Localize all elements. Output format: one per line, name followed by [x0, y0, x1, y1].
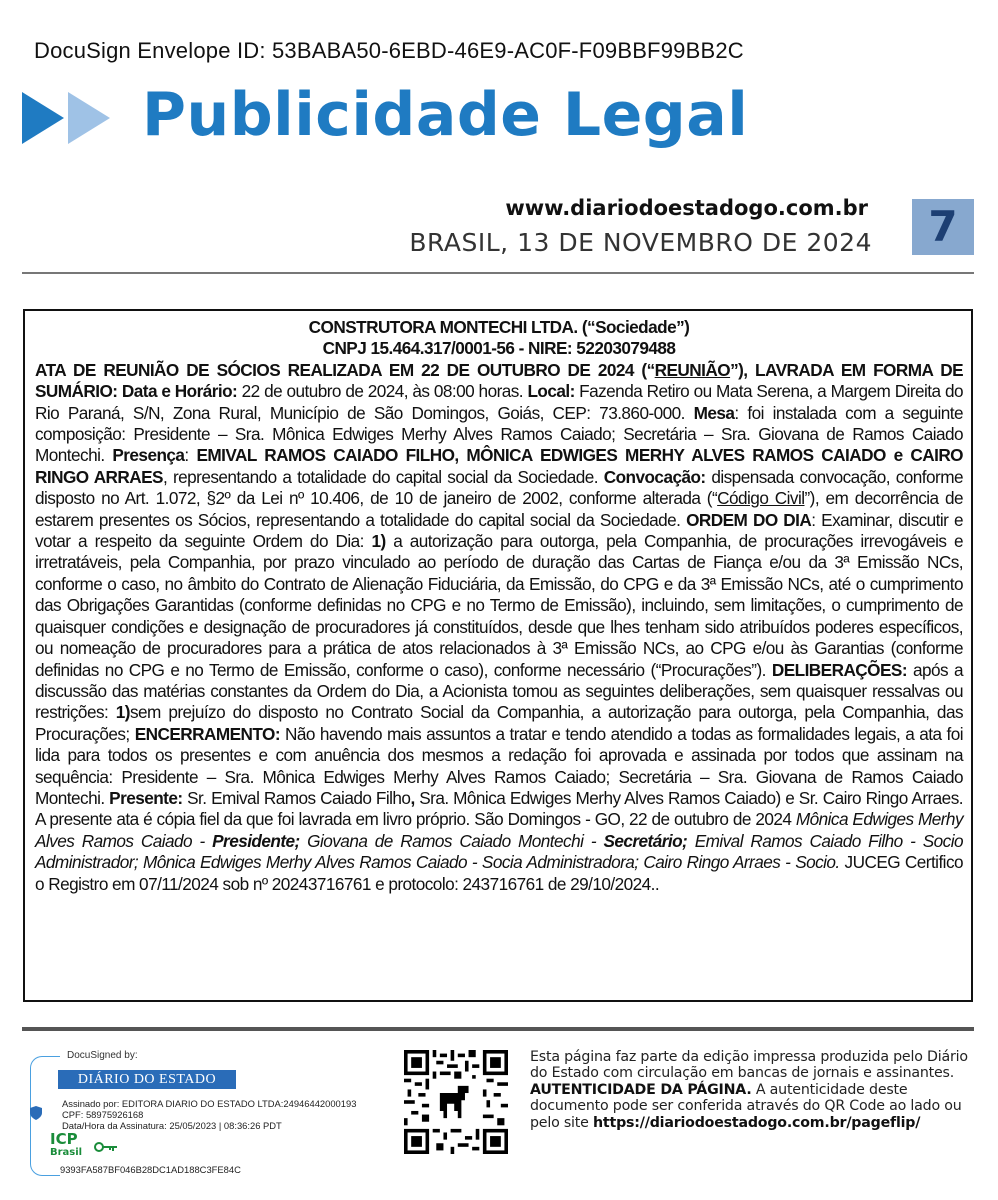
label-call: Convocação: [603, 466, 706, 487]
value-place: Fazenda Retiro ou Mata Serena, a Margem Direita do Rio Paraná, S/N, Zona Rural, Município de São Domingos, Goiás, CEP: 73.860-000. [35, 381, 963, 423]
value-attendance: , representando a totalidade do capital social da Sociedade. [162, 466, 598, 487]
signatories: Mônica Edwiges Merhy Alves Ramos Caiado - Presidente; Giovana de Ramos Caiado Montechi - Secretário; Emival Ramos Caiado Filho - Socio Administrador; Mônica Edwiges Merhy Alves Ramos Caiado - Socia Administradora; Cairo Ringo Arraes - Socio. [35, 809, 964, 873]
authenticity-text: A autenticidade deste documento pode ser conferida através do QR Code ao lado ou pelo site [530, 1081, 962, 1131]
value-board: : foi instalada com a seguinte composição: Presidente – Sra. Mônica Edwiges Merhy Alves Ramos Caiado; Secretária – Sra. Giovana de Ramos Caiado Montechi. [35, 402, 963, 466]
website-url: www.diariodoestadogo.com.br [505, 196, 868, 220]
double-arrow-icon [22, 92, 118, 144]
value-date-time: 22 de outubro de 2024, às 08:00 horas. [241, 381, 524, 402]
docusigned-by-label: DocuSigned by: [64, 1050, 141, 1061]
value-call: dispensada convocação, conforme disposto no Art. 1.072, §2º da Lei nº 10.406, de 10 de janeiro de 2002, conforme alterada (“Código Civil”), em decorrência de estarem presentes os Sócios, representando a totalidade do capital social da Sociedade. [35, 466, 963, 530]
registration-note: JUCEG Certifico o Registro em 07/11/2024 sob nº 20243716761 e protocolo: 243716761 de 29/10/2024.. [35, 852, 963, 894]
issue-date: BRASIL, 13 DE NOVEMBRO DE 2024 [409, 228, 872, 257]
label-place: Local: [527, 381, 575, 402]
value-agenda-intro: : Examinar, discutir e votar a respeito da seguinte Ordem do Dia: [35, 509, 964, 552]
authenticity-title: AUTENTICIDADE DA PÁGINA. [530, 1081, 752, 1098]
pageflip-link[interactable]: https://diariodoestadogo.com.br/pageflip/ [593, 1114, 921, 1131]
label-closing: ENCERRAMENTO: [134, 723, 281, 744]
footer-divider [22, 1027, 974, 1031]
company-ids: CNPJ 15.464.317/0001-56 - NIRE: 52203079488 [322, 338, 676, 359]
authenticity-note [530, 1049, 974, 1131]
attendee-names: EMIVAL RAMOS CAIADO FILHO, MÔNICA EDWIGES MERHY ALVES RAMOS CAIADO e CAIRO RINGO ARRAES [35, 445, 963, 487]
label-attendance: Presença [112, 445, 185, 466]
docusign-stamp [30, 1046, 390, 1184]
section-title: Publicidade Legal [142, 80, 749, 150]
signature-details: Assinado por: EDITORA DIARIO DO ESTADO LTDA:24946442000193 CPF: 58975926168 Data/Hora da Assinatura: 25/05/2023 | 08:36:26 PDT [62, 1098, 357, 1131]
publicidade-legal-logo [22, 80, 749, 150]
value-resolutions-intro: após a discussão das matérias constantes da Ordem do Dia, a Acionista tomou as seguintes deliberações, sem quaisquer ressalvas ou restrições: [35, 659, 964, 723]
signer-org-logo: DIÁRIO DO ESTADO [58, 1070, 236, 1089]
page-number: 7 [912, 199, 974, 255]
label-resolutions: DELIBERAÇÕES: [771, 659, 907, 680]
label-agenda: ORDEM DO DIA [686, 509, 812, 530]
icp-brasil-logo: ICP Brasil [50, 1130, 83, 1158]
signature-hash: 9393FA587BF046B28DC1AD188C3FE84C [60, 1164, 241, 1175]
notice-body: ATA DE REUNIÃO DE SÓCIOS REALIZADA EM 22 DE OUTUBRO DE 2024 (“REUNIÃO”), LAVRADA EM FORMA DE SUMÁRIO: Data e Horário: 22 de outubro de 2024, às 08:00 horas. Local: Fazenda Retiro ou Mata Serena, a Margem Direita do Rio Paraná, S/N, Zona Rural, Município de São Domingos, Goiás, CEP: 73.860-000. Mesa: foi instalada com a seguinte composição: Presidente – Sra. Mônica Edwiges Merhy Alves Ramos Caiado; Secretária – Sra. Giovana de Ramos Caiado Montechi. Presença: EMIVAL RAMOS CAIADO FILHO, MÔNICA EDWIGES MERHY ALVES RAMOS CAIADO e CAIRO RINGO ARRAES, representando a totalidade do capital social da Sociedade. Convocação: dispensada convocação, conforme disposto no Art. 1.072, §2º da Lei nº 10.406, de 10 de janeiro de 2002, conforme alterada (“Código Civil”), em decorrência de estarem presentes os Sócios, representando a totalidade do capital social da Sociedade. ORDEM DO DIA: Examinar, discutir e votar a respeito da seguinte Ordem do Dia: 1) a autorização para outorga, pela Companhia, de procurações irrevogáveis e irretratáveis, pela Companhia, por prazo vinculado ao período de duração das Cartas de Fiança e/ou da 3ª Emissão NCs, conforme o caso, no âmbito do Contrato de Alienação Fiduciária, da Emissão, do CPG e da 3ª Emissão NCs, até o cumprimento das Obrigações Garantidas (conforme definidas no CPG e no Termo de Emissão), incluindo, sem limitações, o cumprimento de quaisquer condições e designação de procuradores já constituídos, desde que lhes tenham sido atribuídos poderes específicos, ou nomeação de procuradores para a prática de atos relacionados à 3ª Emissão NCs, ao CPG e/ou às Garantias (conforme definidas no CPG e no Termo de Emissão, conforme o caso), conforme necessário (“Procurações”). DELIBERAÇÕES: após a discussão das matérias constantes da Ordem do Dia, a Acionista tomou as seguintes deliberações, sem quaisquer ressalvas ou restrições: 1)sem prejuízo do disposto no Contrato Social da Companhia, a autorização para outorga, pela Companhia, das Procurações; ENCERRAMENTO: Não havendo mais assuntos a tratar e tendo atendido a todas as formalidades legais, a ata foi lida para todos os presentes e com anuência dos mesmos a redação foi aprovada e assinada por todos que assinam na sequência: Presidente – Sra. Mônica Edwiges Merhy Alves Ramos Caiado; Secretária – Sra. Giovana de Ramos Caiado Montechi. Presente: Sr. Emival Ramos Caiado Filho, Sra. Mônica Edwiges Merhy Alves Ramos Caiado) e Sr. Cairo Ringo Arraes. A presente ata é cópia fiel da que foi lavrada em livro próprio. São Domingos - GO, 22 de outubro de 2024 Mônica Edwiges Merhy Alves Ramos Caiado - Presidente; Giovana de Ramos Caiado Montechi - Secretário; Emival Ramos Caiado Filho - Socio Administrador; Mônica Edwiges Merhy Alves Ramos Caiado - Socia Administradora; Cairo Ringo Arraes - Socio. JUCEG Certifico o Registro em 07/11/2024 sob nº 20243716761 e protocolo: 243716761 de 29/10/2024.. [35, 359, 964, 894]
value-closing: Não havendo mais assuntos a tratar e tendo atendido a todas as formalidades legais, a ata foi lida para todos os presentes e com anuência dos mesmos a redação foi aprovada e assinada por todos que assinam na sequência: Presidente – Sra. Mônica Edwiges Merhy Alves Ramos Caiado; Secretária – Sra. Giovana de Ramos Caiado Montechi. [35, 723, 963, 808]
docusign-envelope-id: DocuSign Envelope ID: 53BABA50-6EBD-46E9-AC0F-F09BBF99BB2C [34, 38, 744, 63]
value-agenda-item: a autorização para outorga, pela Companhia, de procurações irrevogáveis e irretratáveis, pela Companhia, por prazo vinculado ao período de duração das Cartas de Fiança e/ou da 3ª Emissão NCs, conforme o caso, no âmbito do Contrato de Alienação Fiduciária, da Emissão, do CPG e da 3ª Emissão NCs, até o cumprimento das Obrigações Garantidas (conforme definidas no CPG e no Termo de Emissão), incluindo, sem limitações, o cumprimento de quaisquer condições e designação de procuradores já constituídos, desde que lhes tenham sido atribuídos poderes específicos, ou nomeação de procuradores para a prática de atos relacionados à 3ª Emissão NCs, ao CPG e/ou às Garantias (conforme definidas no CPG e no Termo de Emissão, conforme o caso), conforme necessário (“Procurações”). [35, 531, 963, 680]
company-name: CONSTRUTORA MONTECHI LTDA. (“Sociedade”) [308, 317, 690, 337]
label-date-time: Data e Horário: [121, 381, 238, 402]
label-board: Mesa [693, 402, 735, 423]
shield-icon [30, 1106, 42, 1120]
header-divider [22, 272, 974, 274]
edition-note: Esta página faz parte da edição impressa produzida pelo Diário do Estado com circulação em bancas de jornais e assinantes. [530, 1049, 968, 1082]
legal-notice [23, 309, 973, 1002]
qr-code-icon[interactable] [404, 1050, 508, 1154]
key-icon [94, 1140, 118, 1154]
value-present: Sra. Mônica Edwiges Merhy Alves Ramos Caiado) e Sr. Cairo Ringo Arraes. A presente ata é cópia fiel da que foi lavrada em livro próprio. São Domingos - GO, 22 de outubro de 2024 [35, 787, 963, 830]
value-resolution-item: sem prejuízo do disposto no Contrato Social da Companhia, a autorização para outorga, pela Companhia, das Procurações; [35, 702, 963, 744]
label-present: Presente: [109, 787, 183, 808]
minutes-title: ATA DE REUNIÃO DE SÓCIOS REALIZADA EM 22 DE OUTUBRO DE 2024 (“REUNIÃO”), LAVRADA EM FORMA DE SUMÁRIO: [35, 359, 963, 402]
